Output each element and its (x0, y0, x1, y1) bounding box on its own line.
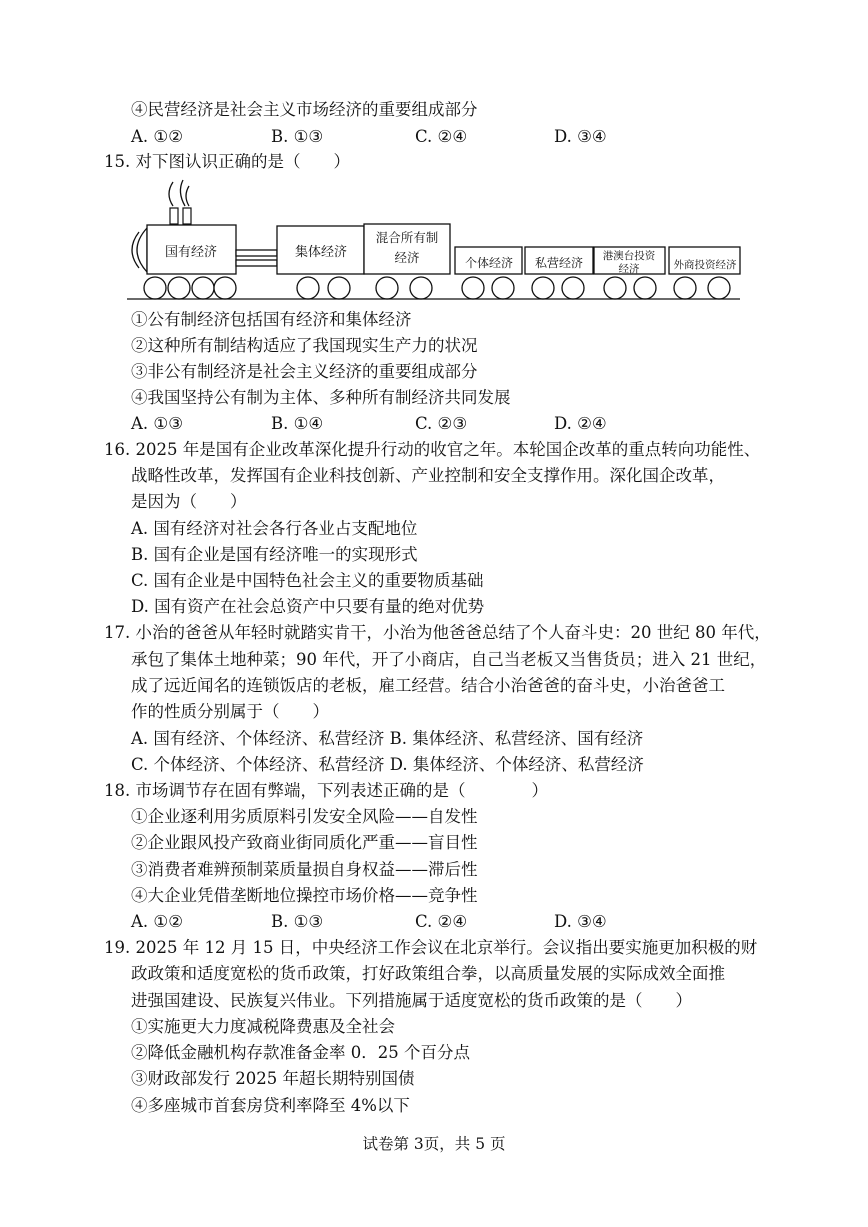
q14-item-4: ④民营经济是社会主义市场经济的重要组成部分 (131, 100, 478, 119)
q19-item-4: ④多座城市首套房贷利率降至 4%以下 (131, 1096, 410, 1115)
train-wheel-5-2 (562, 277, 584, 299)
train-car-label-2: 集体经济 (294, 245, 348, 260)
train-wheel-4-1 (462, 277, 484, 299)
q18-option-a[interactable]: A. ①② (131, 912, 183, 931)
q15-item-4: ④我国坚持公有制为主体、多种所有制经济共同发展 (131, 388, 511, 407)
q16-option-b[interactable]: B. 国有企业是国有经济唯一的实现形式 (131, 545, 418, 564)
q18-item-1: ①企业逐利用劣质原料引发安全风险——自发性 (131, 807, 478, 826)
train-wheel-1-2 (168, 277, 190, 299)
train-car-label-6: 港澳台投资经济 (602, 250, 656, 275)
train-wheel-1-3 (192, 277, 214, 299)
train-wheel-7-1 (674, 277, 696, 299)
train-wheel-1-1 (144, 277, 166, 299)
train-wheel-2-2 (328, 277, 350, 299)
q19-stem-line-3: 进强国建设、民族复兴伟业。下列措施属于适度宽松的货币政策的是（ ） (131, 991, 692, 1010)
q19-item-1: ①实施更大力度减税降费惠及全社会 (131, 1017, 395, 1036)
q15-item-3: ③非公有制经济是社会主义经济的重要组成部分 (131, 362, 478, 381)
train-wheel-6-2 (634, 277, 656, 299)
q15-option-b[interactable]: B. ①④ (271, 414, 324, 433)
page-footer: 试卷第 3页，共 5 页 (362, 1135, 506, 1153)
q15-option-d[interactable]: D. ②④ (554, 414, 607, 433)
chimney-right (183, 208, 191, 224)
economy-train-diagram (125, 176, 745, 306)
q16-option-c[interactable]: C. 国有企业是中国特色社会主义的重要物质基础 (131, 571, 484, 590)
q19-stem-line-2: 政政策和适度宽松的货币政策，打好政策组合拳，以高质量发展的实际成效全面推 (131, 964, 725, 983)
train-wheel-7-2 (708, 277, 730, 299)
q18-option-c[interactable]: C. ②④ (415, 912, 468, 931)
q15-item-1: ①公有制经济包括国有经济和集体经济 (131, 310, 412, 329)
q17-stem-line-1: 17. 小治的爸爸从年轻时就踏实肯干，小治为他爸爸总结了个人奋斗史：20 世纪 80 年代， (104, 623, 771, 642)
q18-stem: 18. 市场调节存在固有弊端，下列表述正确的是（ ） (104, 781, 548, 800)
q15-stem: 15. 对下图认识正确的是（ ） (104, 152, 350, 171)
q16-stem-line-1: 16. 2025 年是国有企业改革深化提升行动的收官之年。本轮国企改革的重点转向功能性、 (104, 440, 761, 459)
train-wheel-1-4 (214, 277, 236, 299)
q16-stem-line-3: 是因为（ ） (131, 492, 247, 511)
coupler-1b (236, 260, 277, 266)
locomotive-front (132, 228, 147, 272)
train-wheel-3-2 (410, 277, 432, 299)
q19-item-3: ③财政部发行 2025 年超长期特别国债 (131, 1069, 415, 1088)
q17-stem-line-2: 承包了集体土地种菜；90 年代，开了小商店，自己当老板又当售货员；进入 21 世纪， (131, 650, 767, 669)
q19-item-2: ②降低金融机构存款准备金率 0．25 个百分点 (131, 1043, 470, 1062)
q17-options-ab[interactable]: A. 国有经济、个体经济、私营经济 B. 集体经济、私营经济、国有经济 (131, 729, 644, 748)
train-wheel-2-1 (297, 277, 319, 299)
train-car-label-7: 外商投资经济 (673, 259, 737, 271)
q14-option-d[interactable]: D. ③④ (554, 127, 607, 146)
q15-option-c[interactable]: C. ②③ (415, 414, 468, 433)
train-car-label-3: 混合所有制经济 (375, 230, 439, 265)
q18-option-d[interactable]: D. ③④ (554, 912, 607, 931)
steam-lines (169, 180, 189, 206)
q14-option-c[interactable]: C. ②④ (415, 127, 468, 146)
q18-option-b[interactable]: B. ①③ (271, 912, 324, 931)
q15-option-a[interactable]: A. ①③ (131, 414, 183, 433)
train-car-label-1: 国有经济 (164, 245, 218, 260)
q17-options-cd[interactable]: C. 个体经济、个体经济、私营经济 D. 集体经济、个体经济、私营经济 (131, 755, 644, 774)
q16-option-d[interactable]: D. 国有资产在社会总资产中只要有量的绝对优势 (131, 597, 485, 616)
train-wheel-5-1 (532, 277, 554, 299)
q17-stem-line-3: 成了远近闻名的连锁饭店的老板，雇工经营。结合小治爸爸的奋斗史，小治爸爸工 (131, 676, 725, 695)
q16-stem-line-2: 战略性改革，发挥国有企业科技创新、产业控制和安全支撑作用。深化国企改革， (131, 466, 725, 485)
q18-item-3: ③消费者难辨预制菜质量损自身权益——滞后性 (131, 860, 478, 879)
train-wheel-6-1 (604, 277, 626, 299)
train-wheel-3-1 (376, 277, 398, 299)
q19-stem-line-1: 19. 2025 年 12 月 15 日，中央经济工作会议在北京举行。会议指出要实施更加积极的财 (104, 938, 758, 957)
q16-option-a[interactable]: A. 国有经济对社会各行各业占支配地位 (131, 519, 418, 538)
chimney-left (170, 208, 178, 224)
train-wheel-4-2 (492, 277, 514, 299)
q14-option-b[interactable]: B. ①③ (271, 127, 324, 146)
q15-item-2: ②这种所有制结构适应了我国现实生产力的状况 (131, 336, 478, 355)
train-wheels (144, 277, 730, 299)
q18-item-2: ②企业跟风投产致商业街同质化严重——盲目性 (131, 833, 478, 852)
coupler-1a (236, 250, 277, 256)
q18-item-4: ④大企业凭借垄断地位操控市场价格——竞争性 (131, 886, 478, 905)
q14-option-a[interactable]: A. ①② (131, 127, 183, 146)
train-car-label-4: 个体经济 (464, 256, 514, 270)
train-car-label-5: 私营经济 (534, 256, 584, 270)
q17-stem-line-4: 作的性质分别属于（ ） (131, 702, 329, 721)
